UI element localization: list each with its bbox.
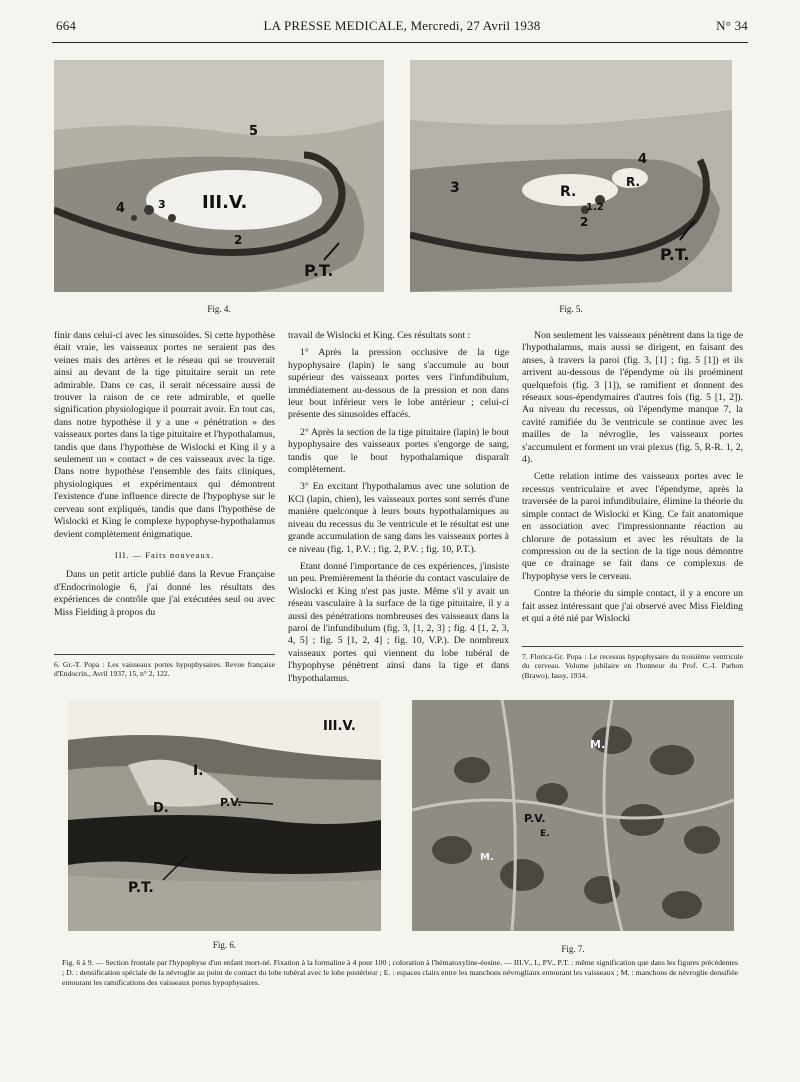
- col2-paragraph-4: 3° En excitant l'hypothalamus avec une solution de KCl (lapin, chien), les vaisseaux portes sont serrés d'une manière quelconque à leurs bouts hypothalamiques au niveau du recessus du 3e ventricule et le résultat est une grande accumulation de sang dans les vaisseaux portes à ce niveau (fig. 1, P.V. ; fig. 2, P.V. ; fig. 10, P.T.).: [288, 481, 509, 555]
- col2-paragraph-1: travail de Wislocki et King. Ces résultats sont :: [288, 330, 471, 341]
- fig5-label-4: 4: [638, 152, 648, 167]
- fig4-label-cavity: III.V.: [202, 192, 248, 213]
- fig5-label-r1: R.: [560, 184, 577, 200]
- fig4-label-4: 4: [116, 201, 126, 216]
- figure-7-micrograph: [412, 700, 734, 931]
- fig5-label-pt: P.T.: [660, 245, 690, 264]
- col3-paragraph-1: Non seulement les vaisseaux pénètrent dans la tige de l'hypothalamus, mais aussi se dirigent, en faisant des anses, à travers la paroi (fig. 3, [1] ; fig. 5 [1]) et ils arrivent au-dessous de l'épendyme où ils proéminent quelquefois (fig. 3 [1]), se ramifient et donnent des réseaux sous-épendymaires d'autres fois (fig. 5 [1, 2]). Au niveau du recessus, où l'épendyme manque 7, la cavité ramifiée du 3e ventricule se continue avec les mailles de la névroglie, les vaisseaux portes s'accumulent et forment un vrai plexus (fig. 5, R-R. 1, 2, 4).: [522, 330, 743, 466]
- text-column-3: [522, 330, 743, 630]
- footnote-6: 6. Gr.-T. Popa : Les vaisseaux portes hypophysaires. Revue française d'Endocrin., Avril 1937, 15, n° 2, 122.: [54, 654, 275, 679]
- col2-paragraph-3: 2° Après la section de la tige pituitaire (lapin) le bout hypophysaire des vaisseaux portes s'engorge de sang, tandis que le bout hypothalamique disparaît complètement.: [288, 426, 509, 476]
- page-number: 664: [56, 18, 77, 33]
- fig6-label-pv: P.V.: [220, 796, 242, 809]
- fig5-label-3: 3: [450, 180, 460, 196]
- col2-paragraph-5: Etant donné l'importance de ces expériences, j'insiste un peu. Premièrement la théorie du contact vasculaire de Wislocki et King n'est pas juste. Même s'il y avait un réseau vasculaire à la surface de la tige pituitaire, il y a aussi des pénétrations nombreuses des vaisseaux dans la paroi de l'infundibulum (fig. 3, [1, 2, 3] ; fig. 4 [1, 2, 3, 4, 5] ; fig. 5 [1, 2, 4] ; fig. 10, V.P.). De nombreux vaisseaux portes qui viennent du lobe tubéral de l'hypophyse pénètrent ainsi dans la tige et dans l'hypothalamus.: [288, 560, 509, 684]
- text-column-1: [54, 330, 275, 624]
- col2-paragraph-2: 1° Après la pression occlusive de la tige hypophysaire (lapin) le sang s'accumule au bout supérieur des vaisseaux portes vers l'infundibulum, immédiatement au-dessous de la pression et non dans leur bout inférieur vers le lobe antérieur ; celui-ci présente des sinusoïdes effacés.: [288, 347, 509, 421]
- figures-6-9-caption: Fig. 6 à 9. — Section frontale par l'hypophyse d'un enfant mort-né. Fixation à la formaline à 4 pour 100 ; coloration à l'hématoxyline-éosine. — III.V., I., PV., P.T. : même signification que dans les figures précédentes ; D. : densification spéciale de la névroglie au point de contact du lobe tubéral avec le lobe postérieur ; E. : espaces clairs entre les manchons névrogliaux entourant les vaisseaux ; M. : manchons de névroglie densifiée entourant les ramifications des vaisseaux portes hypophysaires.: [62, 958, 738, 987]
- fig7-label-m1: M.: [590, 738, 606, 751]
- journal-title: LA PRESSE MEDICALE, Mercredi, 27 Avril 1938: [263, 18, 541, 33]
- section-heading: III. — Faits nouveaux.: [114, 549, 215, 560]
- header-rule: [52, 42, 748, 43]
- fig7-label-e: E.: [540, 829, 550, 839]
- fig5-label-12: 1.2: [586, 202, 604, 213]
- footnote-7: 7. Florica-Gr. Popa : Le recessus hypophysaire du troisième ventricule du cerveau. Volume jubilaire en l'honneur du Prof. C.-I. Parhon (Brawo), Iassy, 1934.: [522, 646, 743, 680]
- figure-4-caption: Fig. 4.: [207, 304, 231, 314]
- figure-4-micrograph: [54, 60, 384, 292]
- fig4-label-pt: P.T.: [304, 261, 334, 280]
- col1-paragraph-2: Dans un petit article publié dans la Revue Française d'Endocrinologie 6, j'ai donné les résultats des expériences de contrôle que j'ai exécutées seul ou avec Miss Fielding à propos du: [54, 569, 275, 618]
- page-header: [56, 18, 748, 40]
- fig4-label-2: 2: [234, 233, 243, 247]
- fig6-label-iiiv: III.V.: [323, 719, 356, 734]
- fig6-label-d: D.: [153, 801, 169, 816]
- fig6-label-pt: P.T.: [128, 880, 154, 896]
- fig4-label-3: 3: [158, 198, 166, 211]
- text-column-2: [288, 330, 509, 690]
- figure-6-caption: Fig. 6.: [212, 940, 237, 950]
- fig5-label-2: 2: [580, 215, 589, 229]
- fig7-label-pv: P.V.: [524, 812, 546, 825]
- fig7-label-m2: M.: [480, 852, 494, 863]
- figure-6-micrograph: [68, 700, 381, 931]
- fig5-label-r2: R.: [626, 175, 641, 189]
- figure-5-caption: Fig. 5.: [559, 304, 583, 314]
- col1-paragraph-1: finir dans celui-ci avec les sinusoïdes. Si cette hypothèse était vraie, les vaisseaux portes ne seraient pas des veines mais des artères et le réseau qui se trouverait ainsi au devant de la tige pituitaire serait un rete admirable. Dans ce cas, il serait nécessaire aussi de trouver la raison de ce rete admirable, et quelle signification physiologique il pourrait avoir. En tout cas, dans notre hypothèse il y a une « pénétration » des vaisseaux portes dans la tige pituitaire et l'hypothalamus, tandis que dans l'hypothèse de Wislocki et King il y a seulement un « contact » de ces vaisseaux avec la tige. Dans notre hypothèse l'ensemble des faits cliniques, physiologiques et expérimentaux qui démontrent l'existence d'une influence directe de l'hypophyse sur le cerveau sont expliqués, tandis que dans l'hypothèse de Wislocki et King le complexe hypophyse-hypothalamus devient complètement énigmatique.: [54, 330, 275, 540]
- figure-5-micrograph: [410, 60, 732, 292]
- fig4-label-5: 5: [249, 124, 259, 139]
- fig6-label-i: I.: [193, 763, 204, 779]
- col3-paragraph-2: Cette relation intime des vaisseaux portes avec le recessus ventriculaire et avec l'épendyme, après la traversée de la paroi infundibulaire, élimine la théorie du simple contact de Wislocki et King. Ce fait anatomique en association avec l'impressionnante réaction au chlorure de potassium et avec les résultats de la compression ou de la section de la tige nous démontre que ce drainage se fait dans ce complexus de l'hypophyse vers le cerveau.: [522, 471, 743, 582]
- col3-paragraph-3: Contre la théorie du simple contact, il y a encore un fait assez intéressant que j'ai observé avec Miss Fielding et qui a été nié par Wislocki: [522, 588, 743, 624]
- figure-7-caption: Fig. 7.: [561, 944, 585, 954]
- issue-number: N° 34: [716, 18, 748, 33]
